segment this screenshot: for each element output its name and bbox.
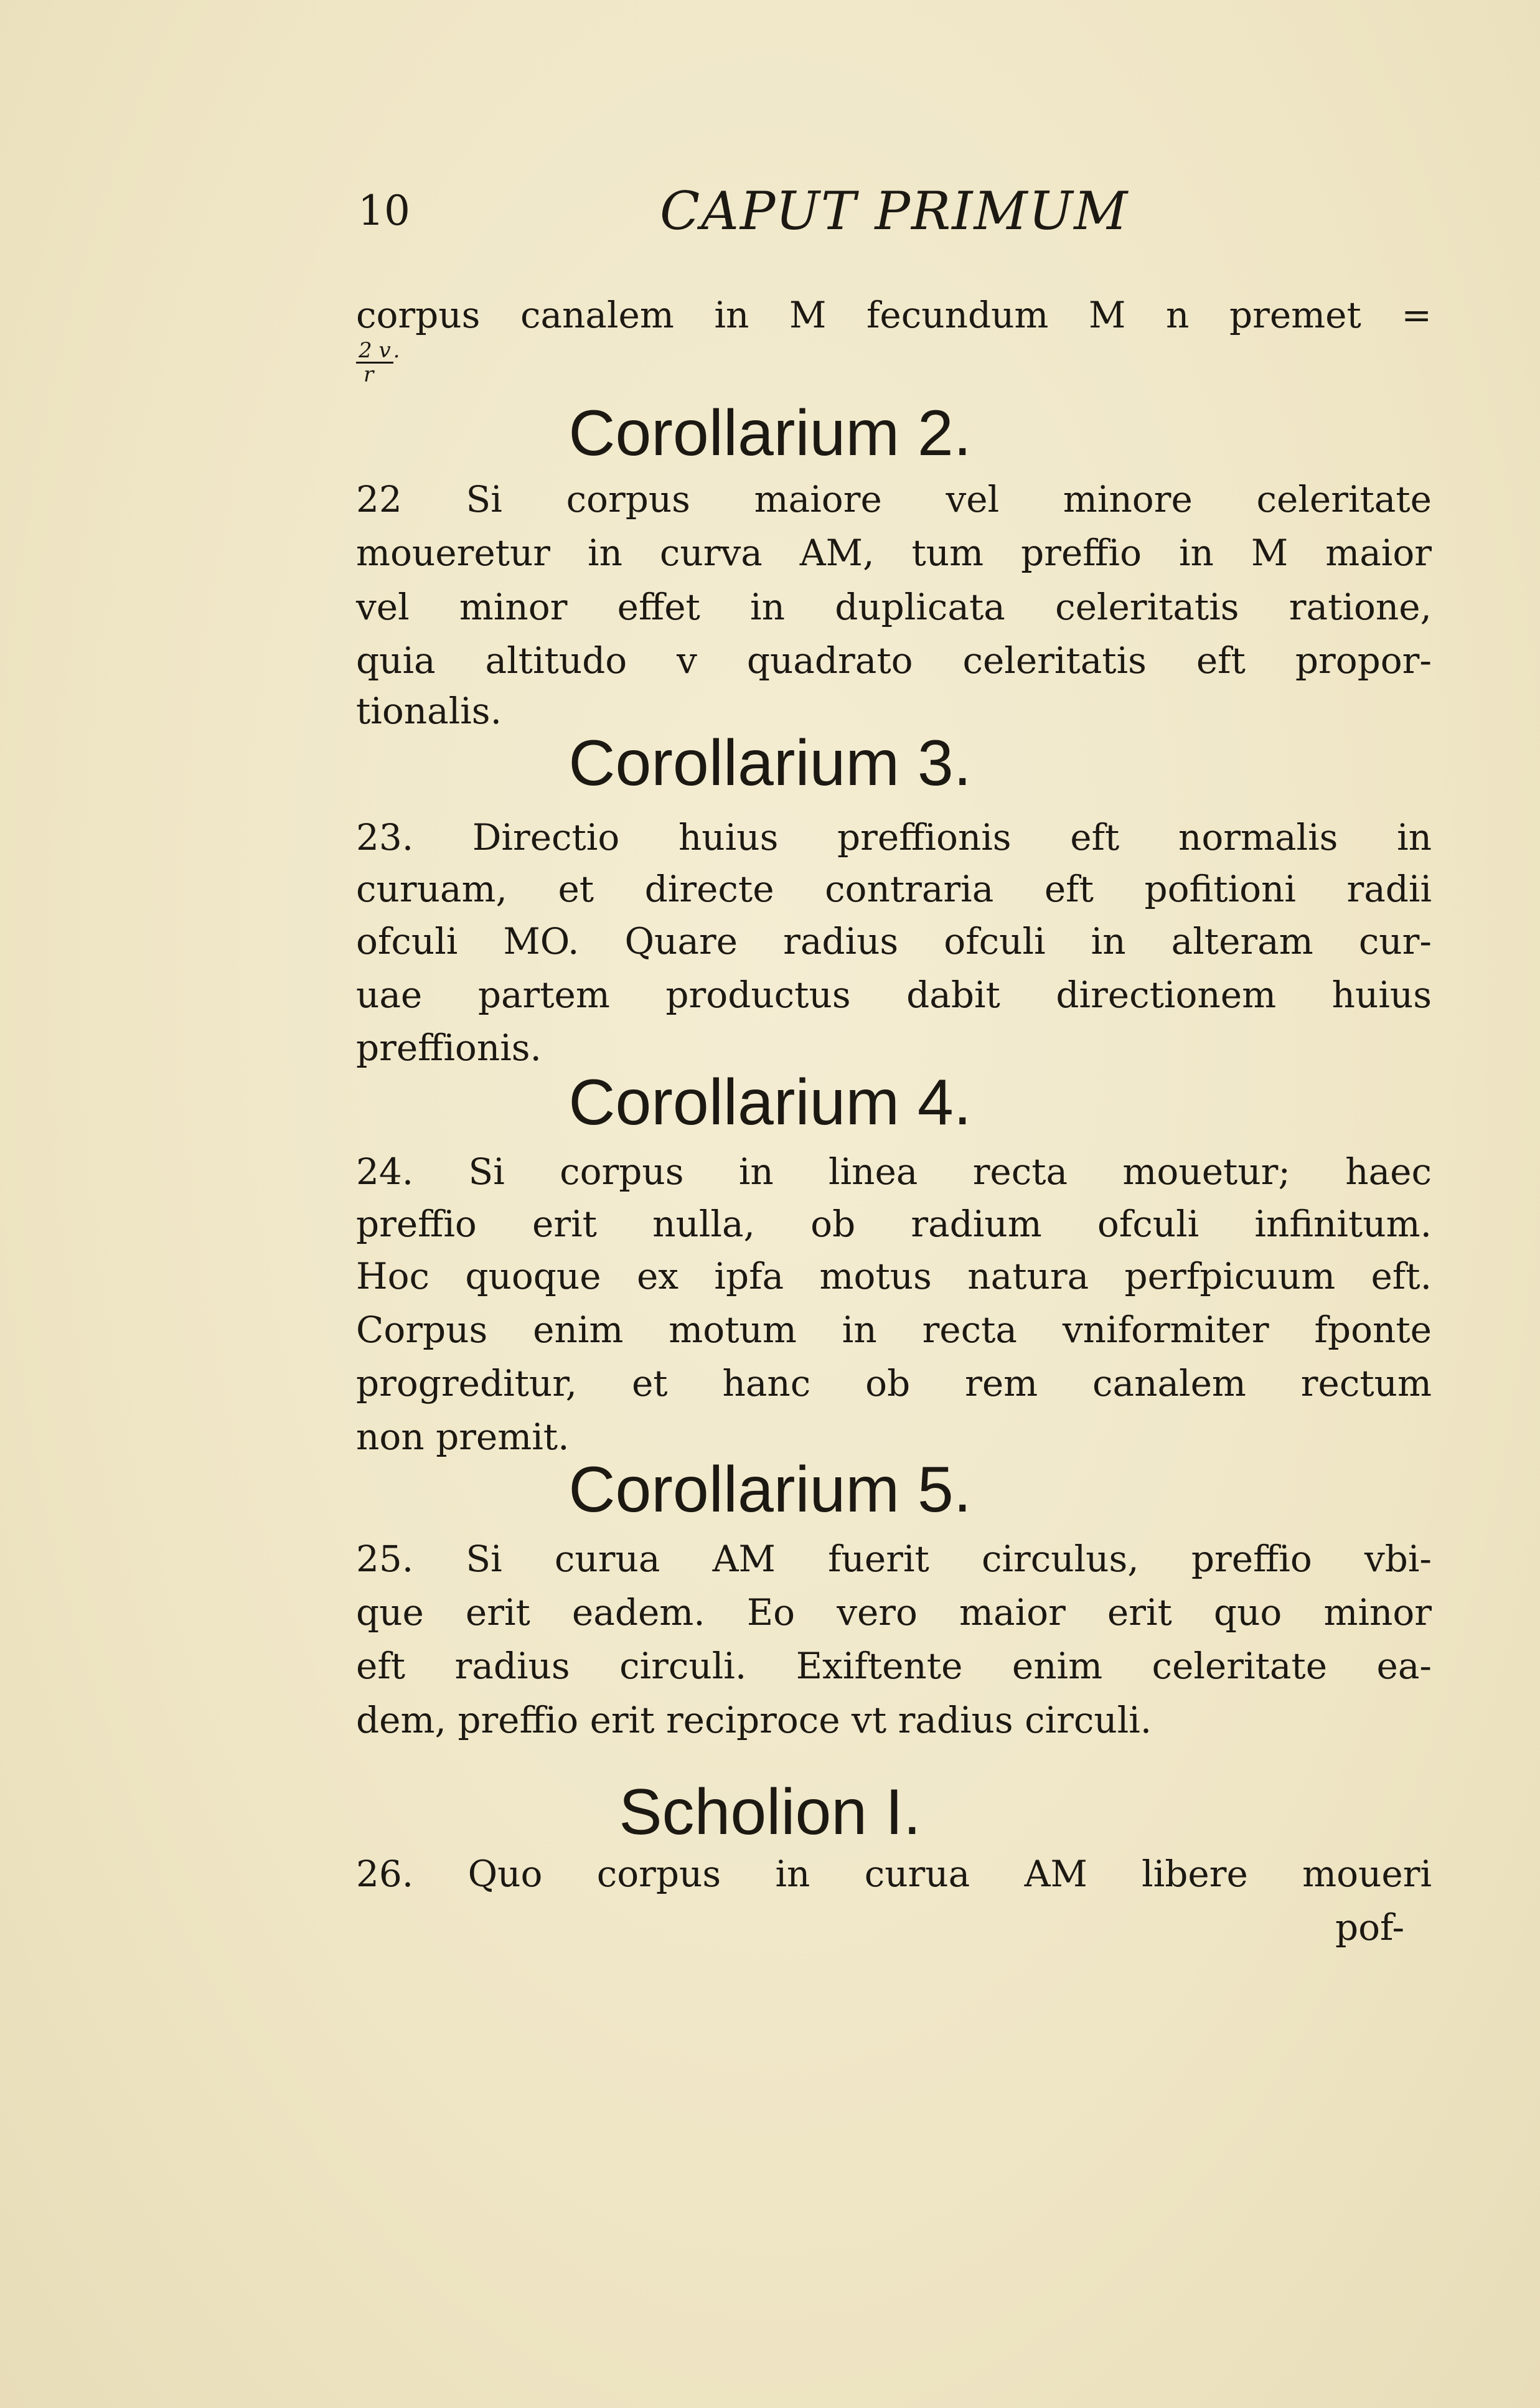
text-line: que erit eadem. Eo vero maior erit quo minor <box>356 1591 1432 1634</box>
text-line: progreditur, et hanc ob rem canalem rectum <box>356 1362 1432 1404</box>
text-line: preffio erit nulla, ob radium ofculi infinitum. <box>356 1203 1432 1245</box>
text-line: 22 Si corpus maiore vel minore celeritate <box>356 478 1432 520</box>
catchword: pof- <box>1335 1906 1405 1949</box>
text-line: uae partem productus dabit directionem huius <box>356 974 1432 1016</box>
text-line: vel minor effet in duplicata celeritatis ratione, <box>356 586 1432 628</box>
fraction-end: . <box>393 338 400 363</box>
section-heading: Scholion I. <box>619 1776 921 1848</box>
fraction-numerator: 2 v <box>356 339 393 364</box>
text-line: corpus canalem in M fecundum M n premet = <box>356 294 1432 336</box>
fraction-denominator: r <box>364 362 374 387</box>
text-line: Corpus enim motum in recta vniformiter fponte <box>356 1309 1432 1351</box>
text-line: tionalis. <box>356 690 502 732</box>
text-line: eft radius circuli. Exiftente enim celeritate ea- <box>356 1645 1432 1687</box>
text-line: Hoc quoque ex ipfa motus natura perfpicuum eft. <box>356 1255 1432 1297</box>
text-line: 26. Quo corpus in curua AM libere moueri <box>356 1853 1432 1895</box>
text-line: curuam, et directe contraria eft pofitioni radii <box>356 868 1432 910</box>
text-line: 23. Directio huius preffionis eft normalis in <box>356 816 1432 858</box>
page-number: 10 <box>358 187 410 235</box>
text-line: ofculi MO. Quare radius ofculi in alteram cur- <box>356 920 1432 962</box>
text-line: 24. Si corpus in linea recta mouetur; haec <box>356 1150 1432 1193</box>
text-line: quia altitudo v quadrato celeritatis eft propor- <box>356 639 1432 682</box>
running-title: CAPUT PRIMUM <box>660 181 1129 242</box>
text-line: preffionis. <box>356 1027 542 1069</box>
section-heading: Corollarium 4. <box>568 1066 972 1139</box>
text-line: non premit. <box>356 1416 570 1458</box>
section-heading: Corollarium 2. <box>568 397 972 469</box>
text-line: 25. Si curua AM fuerit circulus, preffio vbi- <box>356 1538 1432 1580</box>
fraction <box>356 339 400 386</box>
section-heading: Corollarium 5. <box>568 1454 972 1526</box>
text-line: dem, preffio erit reciproce vt radius circuli. <box>356 1699 1152 1741</box>
section-heading: Corollarium 3. <box>568 727 972 799</box>
text-line: moueretur in curva AM, tum preffio in M maior <box>356 532 1432 574</box>
